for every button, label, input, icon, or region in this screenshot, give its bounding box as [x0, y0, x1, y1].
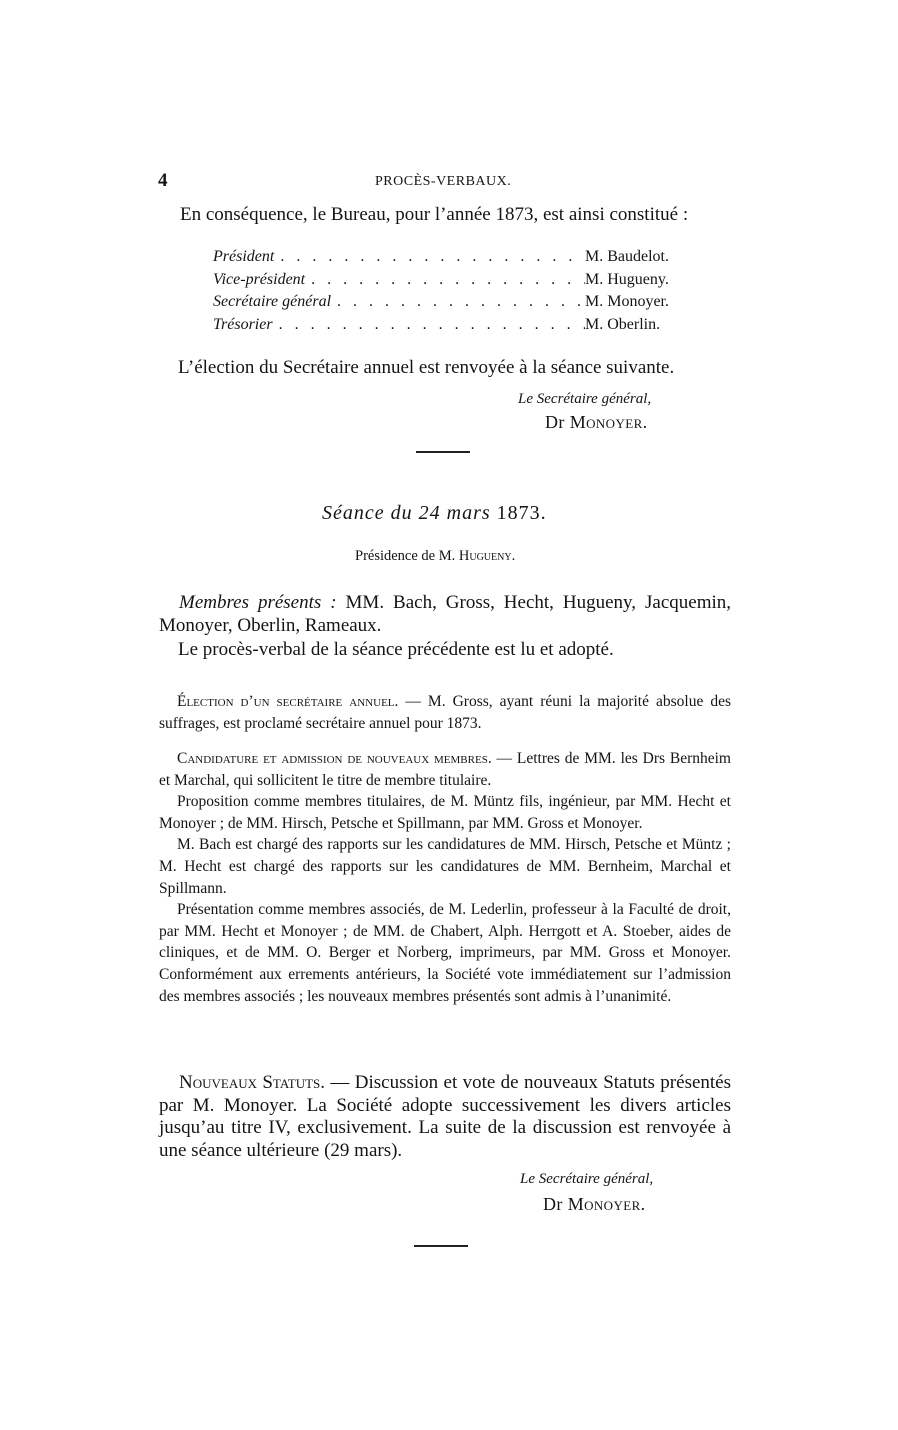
election-heading: Élection d’un secrétaire annuel.: [177, 693, 399, 710]
signature-surname: Monoyer.: [567, 1194, 646, 1214]
members-present: [159, 591, 731, 637]
candidature-heading: Candidature et admission de nouveaux membres.: [177, 750, 492, 767]
officer-row: [213, 271, 693, 294]
signature-title: Le Secrétaire général,: [520, 1171, 654, 1187]
officer-name: M. Baudelot.: [585, 248, 669, 265]
presidence-label: Présidence de M.: [355, 548, 456, 564]
officer-role: Secrétaire général: [213, 293, 332, 310]
officer-row: [213, 316, 693, 339]
officer-role: Vice-président: [213, 270, 306, 288]
signature-surname: Monoyer.: [569, 412, 648, 432]
election-note: L’élection du Secrétaire annuel est renvoyée à la séance suivante.: [178, 357, 675, 378]
officer-role: Président: [213, 248, 275, 265]
officer-name: M. Hugueny.: [585, 270, 669, 288]
adoption-paragraph: Le procès-verbal de la séance précédente est lu et adopté.: [178, 639, 614, 660]
seance-title: [322, 502, 547, 525]
presidence-line: [355, 548, 515, 565]
signature-name: [545, 412, 648, 433]
page-number: 4: [158, 170, 168, 191]
officer-row: [213, 293, 693, 316]
officers-list: [213, 248, 693, 338]
statuts-paragraph: [159, 1072, 731, 1162]
statuts-text: — Discussion et vote de nouveaux Statuts présentés par M. Monoyer. La Société adopte successivement les divers articles jusqu’au titre IV, exclusivement. La suite de la discussion est renvoyée à une séance ultérieure (29 mars).: [159, 1072, 732, 1161]
officer-role: Trésorier: [213, 315, 273, 333]
signature-prefix: Dr: [543, 1194, 563, 1214]
candidature-paragraph: [159, 748, 731, 791]
candidature-proposition: Proposition comme membres titulaires, de M. Müntz fils, ingénieur, par MM. Hecht et Monoyer ; de MM. Hirsch, Petsche et Spillmann, par MM. Gross et Monoyer.: [159, 793, 731, 832]
presidence-name: Hugueny.: [458, 548, 516, 564]
intro-paragraph: En conséquence, le Bureau, pour l’année 1873, est ainsi constitué :: [180, 204, 689, 225]
signature-title: Le Secrétaire général,: [518, 391, 652, 407]
election-text: — M. Gross, ayant réuni la majorité absolue des suffrages, est proclamé secrétaire annuel pour 1873.: [159, 693, 731, 732]
seance-title-text: Séance du 24 mars: [322, 502, 491, 524]
election-paragraph: [159, 691, 731, 734]
candidature-rapports: M. Bach est chargé des rapports sur les candidatures de MM. Hirsch, Petsche et Müntz ; M. Hecht est chargé des rapports sur les candidatures de MM. Bernheim, Marchal et Spillmann.: [159, 836, 731, 897]
candidature-text: — Lettres de MM. les Drs Bernheim et Marchal, qui sollicitent le titre de membre titulaire.: [159, 750, 731, 789]
statuts-heading: Nouveaux Statuts.: [179, 1072, 326, 1093]
seance-year: 1873.: [496, 502, 547, 524]
signature-prefix: Dr: [545, 412, 565, 432]
officer-name: M. Monoyer.: [585, 293, 669, 310]
signature-name: [543, 1194, 646, 1215]
candidature-presentation: Présentation comme membres associés, de M. Lederlin, professeur à la Faculté de droit, par MM. Hecht et Monoyer ; de MM. de Chabert, Alph. Herrgott et A. Stoeber, aides de cliniques, et de MM. O. Berger et Norberg, imprimeurs, par MM. Gross et Monoyer. Conformément aux errements antérieurs, la Société vote immédiatement sur l’admission des membres associés ; les nouveaux membres présentés sont admis à l’unanimité.: [159, 901, 731, 1005]
section-divider: [414, 1245, 468, 1247]
members-label: Membres présents :: [179, 592, 337, 613]
members-text: MM. Bach, Gross, Hecht, Hugueny, Jacquemin, Monoyer, Oberlin, Rameaux.: [159, 592, 732, 636]
section-divider: [416, 451, 470, 453]
candidature-section: [159, 748, 731, 1007]
officer-name: M. Oberlin.: [585, 315, 661, 333]
running-head: PROCÈS-VERBAUX.: [375, 174, 512, 189]
officer-row: [213, 248, 693, 271]
